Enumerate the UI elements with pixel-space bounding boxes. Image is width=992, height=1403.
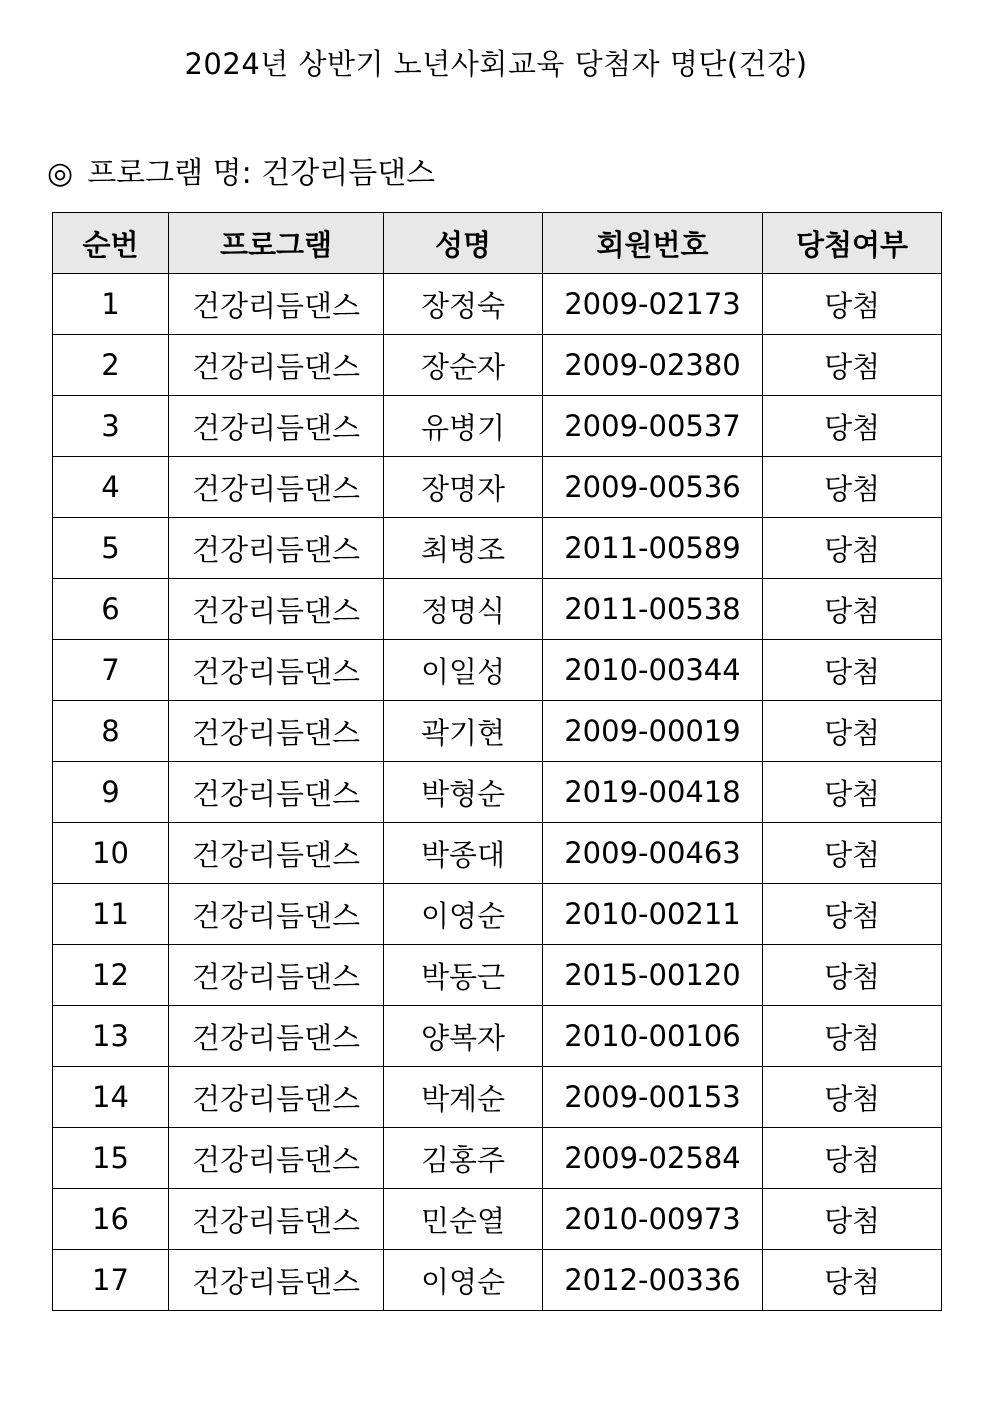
cell-program: 건강리듬댄스 [169,884,384,945]
cell-member-id: 2010-00344 [543,640,763,701]
cell-name: 민순열 [384,1189,543,1250]
cell-number: 15 [53,1128,169,1189]
document-title: 2024년 상반기 노년사회교육 당첨자 명단(건강) [184,47,808,81]
cell-result: 당첨 [763,1006,942,1067]
cell-name: 곽기현 [384,701,543,762]
cell-program: 건강리듬댄스 [169,274,384,335]
cell-program: 건강리듬댄스 [169,1067,384,1128]
cell-member-id: 2009-00153 [543,1067,763,1128]
cell-name: 유병기 [384,396,543,457]
cell-name: 이영순 [384,884,543,945]
table-row [53,701,942,762]
cell-result: 당첨 [763,335,942,396]
cell-result: 당첨 [763,518,942,579]
table-body [53,274,942,1311]
table-row [53,518,942,579]
cell-result: 당첨 [763,1189,942,1250]
cell-member-id: 2009-02380 [543,335,763,396]
cell-name: 장명자 [384,457,543,518]
cell-name: 이영순 [384,1250,543,1311]
section-heading [47,148,435,192]
header-program: 프로그램 [169,213,384,274]
cell-program: 건강리듬댄스 [169,823,384,884]
cell-number: 7 [53,640,169,701]
winners-table [52,212,942,1311]
cell-number: 10 [53,823,169,884]
cell-result: 당첨 [763,640,942,701]
table-row [53,1067,942,1128]
table-row [53,274,942,335]
header-result: 당첨여부 [763,213,942,274]
cell-result: 당첨 [763,701,942,762]
cell-result: 당첨 [763,1128,942,1189]
cell-result: 당첨 [763,945,942,1006]
cell-result: 당첨 [763,396,942,457]
cell-program: 건강리듬댄스 [169,640,384,701]
table-header-row [53,213,942,274]
cell-name: 박계순 [384,1067,543,1128]
cell-result: 당첨 [763,884,942,945]
cell-number: 12 [53,945,169,1006]
cell-program: 건강리듬댄스 [169,945,384,1006]
cell-result: 당첨 [763,762,942,823]
cell-name: 이일성 [384,640,543,701]
cell-member-id: 2009-00019 [543,701,763,762]
cell-program: 건강리듬댄스 [169,1006,384,1067]
cell-member-id: 2009-02173 [543,274,763,335]
cell-result: 당첨 [763,457,942,518]
cell-program: 건강리듬댄스 [169,701,384,762]
table-row [53,335,942,396]
cell-member-id: 2010-00106 [543,1006,763,1067]
table-row [53,945,942,1006]
table-row [53,1250,942,1311]
table-row [53,579,942,640]
cell-number: 2 [53,335,169,396]
cell-program: 건강리듬댄스 [169,518,384,579]
table-row [53,1006,942,1067]
cell-result: 당첨 [763,579,942,640]
table-row [53,1128,942,1189]
cell-member-id: 2019-00418 [543,762,763,823]
table-row [53,884,942,945]
cell-member-id: 2011-00589 [543,518,763,579]
cell-member-id: 2009-02584 [543,1128,763,1189]
cell-number: 14 [53,1067,169,1128]
cell-name: 장순자 [384,335,543,396]
cell-name: 정명식 [384,579,543,640]
header-name: 성명 [384,213,543,274]
cell-member-id: 2009-00537 [543,396,763,457]
cell-program: 건강리듬댄스 [169,335,384,396]
section-heading-text: 프로그램 명: 건강리듬댄스 [87,156,436,191]
cell-number: 9 [53,762,169,823]
cell-number: 16 [53,1189,169,1250]
cell-result: 당첨 [763,274,942,335]
cell-name: 박동근 [384,945,543,1006]
table-row [53,457,942,518]
table-row [53,396,942,457]
cell-result: 당첨 [763,823,942,884]
table-row [53,823,942,884]
cell-member-id: 2015-00120 [543,945,763,1006]
cell-member-id: 2009-00463 [543,823,763,884]
cell-name: 장정숙 [384,274,543,335]
cell-program: 건강리듬댄스 [169,1250,384,1311]
cell-number: 6 [53,579,169,640]
cell-result: 당첨 [763,1250,942,1311]
table-row [53,1189,942,1250]
double-circle-icon: ◎ [47,156,74,191]
cell-number: 8 [53,701,169,762]
cell-program: 건강리듬댄스 [169,579,384,640]
cell-number: 5 [53,518,169,579]
cell-number: 13 [53,1006,169,1067]
cell-program: 건강리듬댄스 [169,1189,384,1250]
cell-member-id: 2012-00336 [543,1250,763,1311]
header-number: 순번 [53,213,169,274]
cell-result: 당첨 [763,1067,942,1128]
table-row [53,640,942,701]
cell-program: 건강리듬댄스 [169,457,384,518]
cell-number: 1 [53,274,169,335]
cell-member-id: 2009-00536 [543,457,763,518]
cell-name: 김홍주 [384,1128,543,1189]
cell-number: 11 [53,884,169,945]
cell-name: 양복자 [384,1006,543,1067]
cell-number: 4 [53,457,169,518]
cell-program: 건강리듬댄스 [169,396,384,457]
cell-number: 3 [53,396,169,457]
cell-member-id: 2010-00973 [543,1189,763,1250]
cell-member-id: 2010-00211 [543,884,763,945]
cell-number: 17 [53,1250,169,1311]
cell-name: 박형순 [384,762,543,823]
header-member-id: 회원번호 [543,213,763,274]
table-row [53,762,942,823]
cell-name: 박종대 [384,823,543,884]
cell-program: 건강리듬댄스 [169,1128,384,1189]
cell-name: 최병조 [384,518,543,579]
cell-program: 건강리듬댄스 [169,762,384,823]
cell-member-id: 2011-00538 [543,579,763,640]
